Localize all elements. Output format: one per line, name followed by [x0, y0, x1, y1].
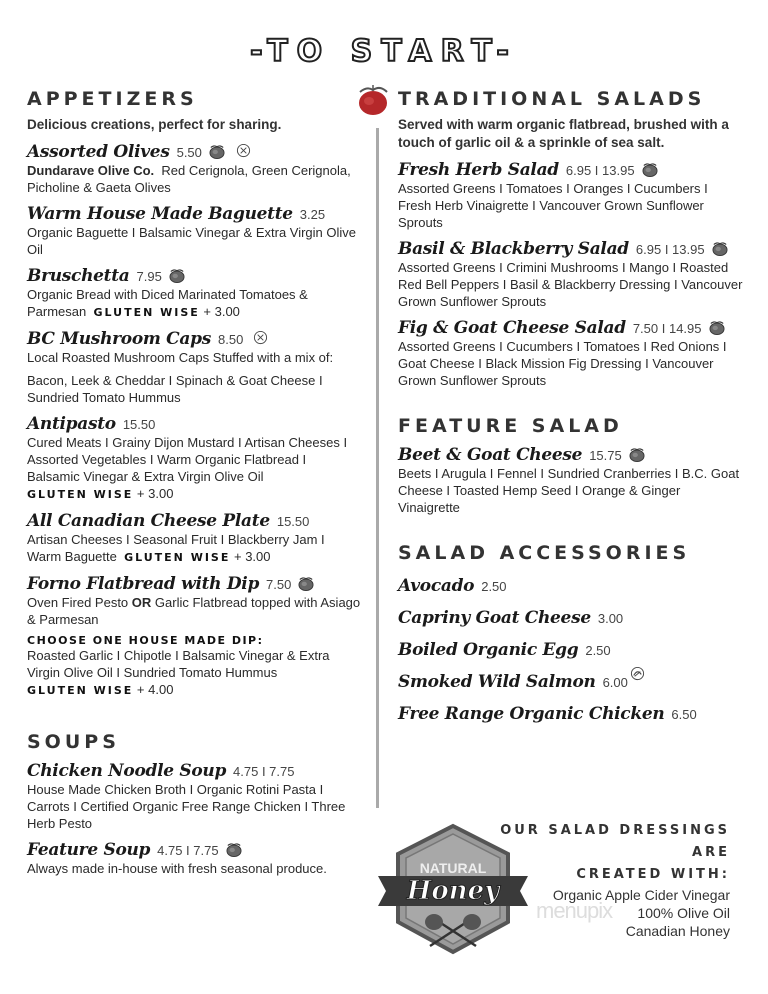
accessory-chicken	[398, 704, 743, 724]
item-price: 6.00	[602, 675, 628, 690]
left-column	[27, 88, 362, 877]
item-name: Beet & Goat Cheese	[398, 445, 583, 465]
item-price: 7.50	[266, 577, 292, 592]
dip-heading: CHOOSE ONE HOUSE MADE DIP:	[27, 634, 264, 647]
menu-item-chicken-noodle-soup	[27, 761, 362, 832]
item-price: 6.95 I 13.95	[565, 163, 635, 178]
dressing-ingredient: Organic Apple Cider Vinegar	[552, 887, 730, 903]
item-name: Antipasto	[27, 414, 116, 434]
item-name: Boiled Organic Egg	[398, 640, 579, 660]
column-divider	[376, 128, 379, 808]
item-name: Capriny Goat Cheese	[398, 608, 591, 628]
item-name: Free Range Organic Chicken	[398, 704, 665, 724]
dressings-heading-line1: OUR SALAD DRESSINGS ARE	[500, 823, 730, 860]
item-description: Beets I Arugula I Fennel I Sundried Cranberries I B.C. Goat Cheese I Toasted Hemp Seed I Orange & Ginger Vinaigrette	[398, 466, 740, 515]
menu-item-bruschetta	[27, 266, 362, 321]
accessory-egg	[398, 640, 743, 660]
badge-main-text: Honey	[406, 876, 500, 906]
traditional-salads-subheading: Served with warm organic flatbread, brushed with a touch of garlic oil & a sprinkle of sea salt.	[398, 117, 729, 150]
badge-top-text: NATURAL	[419, 860, 487, 876]
gluten-wise-price: + 3.00	[203, 304, 240, 319]
item-price: 7.95	[136, 269, 162, 284]
dressings-heading-line2: CREATED WITH:	[576, 867, 730, 882]
ocean-wise-icon	[630, 666, 645, 681]
item-price: 7.50 I 14.95	[632, 321, 702, 336]
item-description: House Made Chicken Broth I Organic Rotini Pasta I Carrots I Certified Organic Free Range Chicken I Three Herb Pesto	[27, 782, 346, 831]
gluten-wise-label: GLUTEN WISE	[27, 684, 134, 697]
item-name: Fresh Herb Salad	[398, 160, 559, 180]
gluten-wise-label: GLUTEN WISE	[124, 551, 231, 564]
right-column	[398, 88, 743, 724]
item-description: Assorted Greens I Cucumbers I Tomatoes I Red Onions I Goat Cheese I Black Mission Fig Dressing I Vancouver Grown Sunflower Sprouts	[398, 339, 727, 388]
tomato-icon	[628, 447, 646, 462]
menu-item-antipasto	[27, 414, 362, 503]
item-name: Forno Flatbread with Dip	[27, 574, 260, 594]
item-price: 4.75 I 7.75	[157, 843, 219, 858]
feature-salad-heading: FEATURE SALAD	[398, 415, 623, 437]
item-name: Chicken Noodle Soup	[27, 761, 227, 781]
item-name: Feature Soup	[27, 840, 151, 860]
dairy-free-icon	[253, 330, 268, 345]
menu-item-basil-blackberry-salad	[398, 239, 743, 310]
accessory-avocado	[398, 576, 743, 596]
watermark: menupix	[536, 898, 613, 923]
item-description: Red Cerignola, Green Cerignola, Picholine & Gaeta Olives	[27, 163, 351, 195]
tomato-icon	[711, 241, 729, 256]
menu-item-feature-soup	[27, 840, 362, 877]
tomato-icon	[225, 842, 243, 857]
gluten-wise-price: + 3.00	[136, 486, 174, 501]
item-name: Fig & Goat Cheese Salad	[398, 318, 626, 338]
item-price: 2.50	[481, 579, 507, 594]
or-label: OR	[131, 595, 152, 610]
menu-item-mushroom-caps	[27, 329, 362, 406]
item-description: Cured Meats I Grainy Dijon Mustard I Artisan Cheeses I Assorted Vegetables I Warm Organic Flatbread I Balsamic Vinegar & Extra Virgin Olive Oil	[27, 435, 348, 484]
menu-item-cheese-plate	[27, 511, 362, 566]
item-price: 3.00	[597, 611, 624, 626]
tomato-icon	[168, 268, 186, 283]
page-title: -TO START-	[250, 34, 518, 69]
tomato-icon	[208, 144, 226, 159]
salad-accessories-heading: SALAD ACCESSORIES	[398, 542, 691, 564]
item-name: Avocado	[398, 576, 475, 596]
menu-item-beet-goat-cheese	[398, 445, 743, 516]
item-description: Assorted Greens I Crimini Mushrooms I Mango I Roasted Red Bell Peppers I Basil & Blackberry Dressing I Vancouver Grown Sunflower Sprouts	[398, 260, 743, 309]
menu-item-fresh-herb-salad	[398, 160, 743, 231]
tomato-icon	[641, 162, 659, 177]
gluten-wise-price: + 4.00	[136, 682, 174, 697]
item-name: Smoked Wild Salmon	[398, 672, 596, 692]
dressing-ingredient: Canadian Honey	[625, 923, 730, 939]
item-description: Organic Bread with Diced Marinated Tomatoes & Parmesan	[27, 287, 308, 319]
item-description: Oven Fired Pesto	[27, 595, 129, 610]
item-price: 8.50	[218, 332, 244, 347]
gluten-wise-price: + 3.00	[234, 549, 271, 564]
item-price: 15.50	[276, 514, 310, 529]
item-name: Basil & Blackberry Salad	[398, 239, 629, 259]
dairy-free-icon	[236, 143, 251, 158]
item-name: Assorted Olives	[27, 142, 170, 162]
menu-item-forno-flatbread	[27, 574, 362, 699]
item-price: 2.50	[585, 643, 611, 658]
item-name: BC Mushroom Caps	[27, 329, 211, 349]
gluten-wise-label: GLUTEN WISE	[27, 488, 134, 501]
item-options: Bacon, Leek & Cheddar I Spinach & Goat Cheese I Sundried Tomato Hummus	[27, 373, 323, 405]
item-name: Warm House Made Baguette	[27, 204, 293, 224]
accessory-salmon	[398, 672, 743, 692]
item-price: 15.75	[589, 448, 622, 463]
item-description: Assorted Greens I Tomatoes I Oranges I Cucumbers I Fresh Herb Vinaigrette I Vancouver Grown Sunflower Sprouts	[398, 181, 708, 230]
item-price: 15.50	[122, 417, 156, 432]
dip-options: Roasted Garlic I Chipotle I Balsamic Vinegar & Extra Virgin Olive Oil I Sundried Tomato Hummus	[27, 648, 330, 680]
item-price: 6.95 I 13.95	[635, 242, 705, 257]
gluten-wise-label: GLUTEN WISE	[93, 306, 200, 319]
item-price: 4.75 I 7.75	[233, 764, 295, 779]
menu-item-baguette	[27, 204, 362, 258]
dressing-ingredient: 100% Olive Oil	[637, 905, 730, 921]
accessory-goat-cheese	[398, 608, 743, 628]
item-description: Local Roasted Mushroom Caps Stuffed with a mix of:	[27, 350, 334, 365]
item-name: All Canadian Cheese Plate	[27, 511, 270, 531]
item-price: 6.50	[671, 707, 697, 722]
item-price: 5.50	[176, 145, 202, 160]
appetizers-heading: APPETIZERS	[27, 88, 198, 110]
item-price: 3.25	[299, 207, 326, 222]
item-description: Artisan Cheeses I Seasonal Fruit I Blackberry Jam I Warm Baguette	[27, 532, 325, 564]
item-description: Garlic Flatbread topped with Asiago & Parmesan	[27, 595, 361, 627]
tomato-icon	[297, 576, 315, 591]
traditional-salads-heading: TRADITIONAL SALADS	[398, 88, 706, 110]
tomato-icon	[708, 320, 726, 335]
menu-item-assorted-olives	[27, 142, 362, 196]
item-description: Always made in-house with fresh seasonal produce.	[27, 861, 327, 876]
soups-heading: SOUPS	[27, 731, 120, 753]
item-description: Organic Baguette I Balsamic Vinegar & Extra Virgin Olive Oil	[27, 225, 357, 257]
appetizers-subheading: Delicious creations, perfect for sharing.	[27, 117, 282, 132]
item-name: Bruschetta	[27, 266, 130, 286]
menu-item-fig-goat-cheese-salad	[398, 318, 743, 389]
supplier-name: Dundarave Olive Co.	[27, 163, 155, 178]
